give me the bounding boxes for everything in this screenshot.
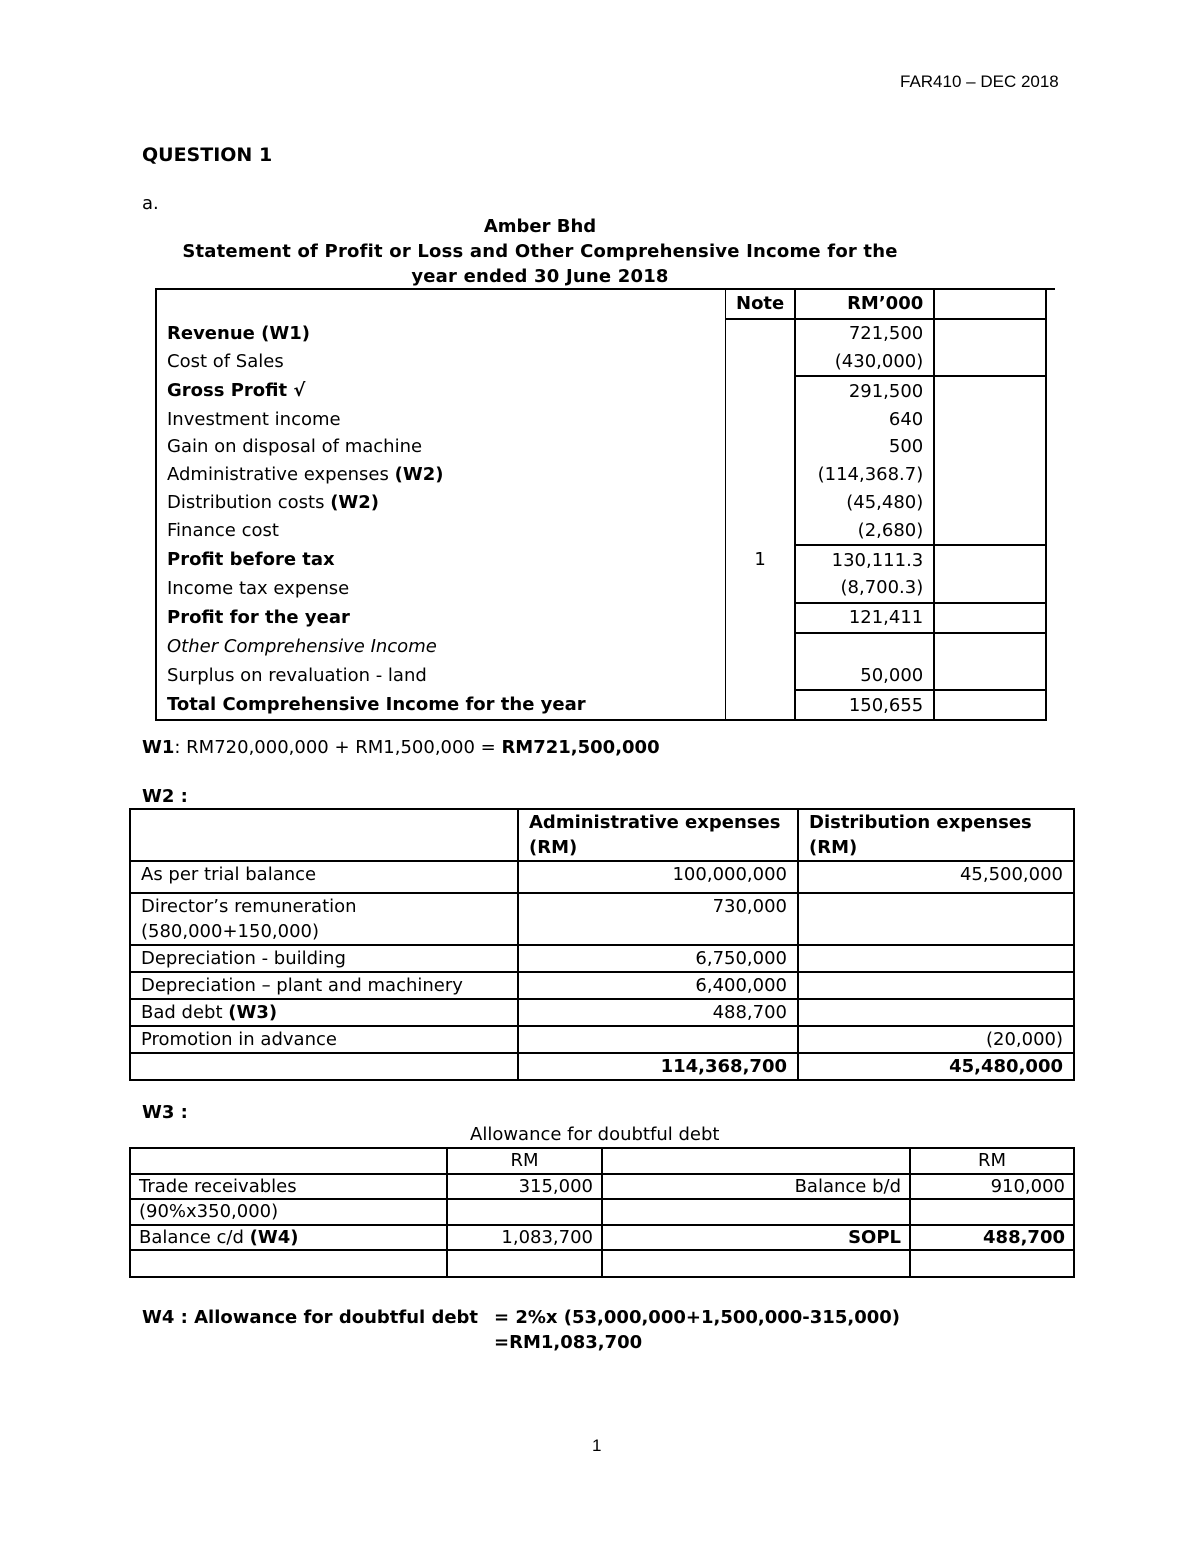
- w4-formula: = 2%x (53,000,000+1,500,000-315,000): [494, 1307, 900, 1328]
- dist-amount: [798, 945, 1074, 972]
- profit-or-loss-table: [155, 288, 1055, 721]
- row-amount: 640: [795, 405, 934, 433]
- working-ref: (W4): [249, 1226, 299, 1248]
- row-label: Depreciation - building: [130, 945, 518, 972]
- w2-expenses-table: [129, 808, 1075, 1081]
- table-row: [156, 319, 1055, 348]
- dist-amount: [798, 999, 1074, 1026]
- table-row: [156, 574, 1055, 603]
- row-amount: 150,655: [795, 690, 934, 720]
- table-row: [156, 348, 1055, 377]
- row-label: Director’s remuneration (580,000+150,000): [130, 893, 518, 945]
- row-amount: (8,700.3): [795, 574, 934, 603]
- admin-amount: 6,400,000: [518, 972, 798, 999]
- row-amount: (114,368.7): [795, 461, 934, 489]
- row-amount: 291,500: [795, 376, 934, 405]
- row-amount: (2,680): [795, 516, 934, 545]
- table-row: [156, 461, 1055, 489]
- debit-amount: 315,000: [447, 1174, 602, 1200]
- credit-amount: 910,000: [910, 1174, 1074, 1200]
- table-row: [156, 661, 1055, 690]
- table-row: [156, 633, 1055, 662]
- question-title: QUESTION 1: [142, 144, 273, 166]
- debit-amount: 1,083,700: [447, 1225, 602, 1251]
- table-row: [130, 893, 1074, 945]
- amount-column-header: RM’000: [795, 289, 934, 319]
- working-ref: (W2): [330, 491, 380, 513]
- table-header-row: [130, 809, 1074, 861]
- row-label: Surplus on revaluation - land: [156, 661, 726, 690]
- statement-title-block: [160, 214, 920, 289]
- row-amount: 721,500: [795, 319, 934, 348]
- row-label: Promotion in advance: [130, 1026, 518, 1053]
- row-label: Depreciation – plant and machinery: [130, 972, 518, 999]
- w4-result: =RM1,083,700: [494, 1332, 643, 1353]
- admin-amount: 6,750,000: [518, 945, 798, 972]
- rm-header-right: RM: [910, 1148, 1074, 1174]
- table-row: [130, 1225, 1074, 1251]
- note-column-header: Note: [726, 289, 796, 319]
- statement-title-line1: Statement of Profit or Loss and Other Comprehensive Income for the: [182, 241, 898, 262]
- row-label: Gain on disposal of machine: [156, 433, 726, 461]
- table-row: [156, 433, 1055, 461]
- table-row: [130, 1174, 1074, 1200]
- row-label: Cost of Sales: [156, 348, 726, 377]
- debit-label: Balance c/d (W4): [130, 1225, 447, 1251]
- row-amount: 130,111.3: [795, 545, 934, 574]
- working-w4-label: W4 : Allowance for doubtful debt: [142, 1307, 479, 1328]
- row-label: Bad debt (W3): [130, 999, 518, 1026]
- working-ref: (W2): [394, 464, 444, 486]
- working-w3-label: W3 :: [142, 1102, 188, 1123]
- table-row: [156, 405, 1055, 433]
- course-header: FAR410 – DEC 2018: [900, 72, 1059, 91]
- table-row: [130, 1026, 1074, 1053]
- statement-title-line2: year ended 30 June 2018: [411, 266, 669, 287]
- table-header-row: [156, 289, 1055, 319]
- credit-amount: 488,700: [910, 1225, 1074, 1251]
- row-label: Investment income: [156, 405, 726, 433]
- admin-expenses-header: Administrative expenses (RM): [518, 809, 798, 861]
- working-w1: [142, 737, 660, 758]
- dist-amount: 45,500,000: [798, 861, 1074, 893]
- table-row: [156, 545, 1055, 574]
- row-label: Finance cost: [156, 516, 726, 545]
- row-amount: 50,000: [795, 661, 934, 690]
- row-label: Revenue (W1): [156, 319, 726, 348]
- dist-amount: [798, 893, 1074, 945]
- row-amount: 500: [795, 433, 934, 461]
- row-label: Distribution costs (W2): [156, 489, 726, 517]
- page-number: 1: [592, 1436, 602, 1455]
- table-row: [156, 603, 1055, 633]
- row-label: Profit before tax: [156, 545, 726, 574]
- table-row: [156, 489, 1055, 517]
- row-amount: (45,480): [795, 489, 934, 517]
- row-label: Total Comprehensive Income for the year: [156, 690, 726, 720]
- row-label: Other Comprehensive Income: [156, 633, 726, 662]
- table-row: [130, 972, 1074, 999]
- admin-amount: 730,000: [518, 893, 798, 945]
- row-label: Profit for the year: [156, 603, 726, 633]
- debit-label: (90%x350,000): [130, 1199, 447, 1225]
- question-part: a.: [142, 193, 159, 214]
- w1-label: W1: [142, 737, 175, 758]
- admin-amount: [518, 1026, 798, 1053]
- debit-label: Trade receivables: [130, 1174, 447, 1200]
- table-row: [130, 1199, 1074, 1225]
- w3-allowance-account-table: [129, 1147, 1075, 1278]
- table-row: [156, 690, 1055, 720]
- rm-header-left: RM: [447, 1148, 602, 1174]
- table-header-row: [130, 1148, 1074, 1174]
- working-w2-label: W2 :: [142, 786, 188, 807]
- row-label: As per trial balance: [130, 861, 518, 893]
- table-row: [130, 861, 1074, 893]
- row-amount: 121,411: [795, 603, 934, 633]
- dist-amount: (20,000): [798, 1026, 1074, 1053]
- table-row: [156, 516, 1055, 545]
- credit-label: Balance b/d: [602, 1174, 910, 1200]
- table-row: [130, 999, 1074, 1026]
- row-label: Gross Profit √: [156, 376, 726, 405]
- company-name: Amber Bhd: [483, 216, 597, 237]
- row-label: Income tax expense: [156, 574, 726, 603]
- table-row: [156, 376, 1055, 405]
- w1-text: : RM720,000,000 + RM1,500,000 =: [174, 737, 502, 758]
- table-row: [130, 1250, 1074, 1277]
- row-label: Administrative expenses (W2): [156, 461, 726, 489]
- admin-amount: 100,000,000: [518, 861, 798, 893]
- row-amount: (430,000): [795, 348, 934, 377]
- working-ref: (W3): [228, 1002, 278, 1023]
- admin-amount: 488,700: [518, 999, 798, 1026]
- dist-amount: [798, 972, 1074, 999]
- table-row: [130, 945, 1074, 972]
- row-note: 1: [726, 545, 796, 574]
- admin-total: 114,368,700: [518, 1053, 798, 1080]
- distribution-expenses-header: Distribution expenses (RM): [798, 809, 1074, 861]
- total-row: [130, 1053, 1074, 1080]
- w1-result: RM721,500,000: [501, 737, 660, 758]
- credit-label: SOPL: [602, 1225, 910, 1251]
- dist-total: 45,480,000: [798, 1053, 1074, 1080]
- w3-account-title: Allowance for doubtful debt: [470, 1124, 720, 1145]
